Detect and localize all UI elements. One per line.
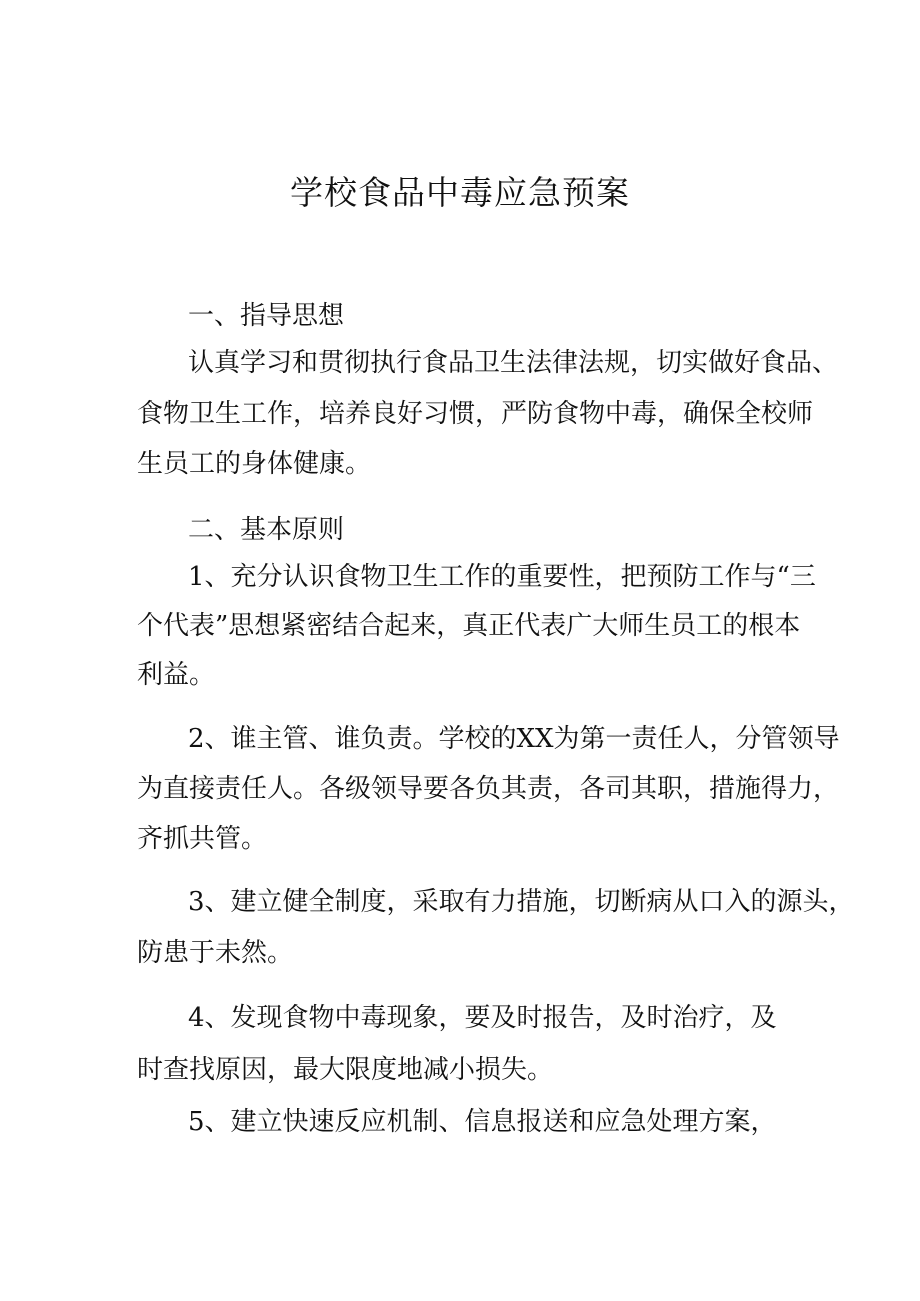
- paragraph-line: 4、发现食物中毒现象，要及时报告，及时治疗，及: [188, 1003, 777, 1033]
- section-heading-guiding-ideology: 一、指导思想: [188, 301, 345, 331]
- paragraph-line: 齐抓共管。: [137, 824, 268, 854]
- paragraph-line: 为直接责任人。各级领导要各负其责，各司其职，措施得力，: [137, 774, 840, 804]
- paragraph-line: 利益。: [137, 660, 216, 690]
- paragraph-line: 2、谁主管、谁负责。学校的XX为第一责任人，分管领导: [188, 724, 840, 754]
- paragraph-line: 生员工的身体健康。: [137, 449, 372, 479]
- paragraph-line: 时查找原因，最大限度地减小损失。: [137, 1055, 554, 1085]
- section-heading-basic-principles: 二、基本原则: [188, 515, 345, 545]
- paragraph-line: 个代表”思想紧密结合起来，真正代表广大师生员工的根本: [137, 611, 801, 641]
- paragraph-line: 5、建立快速反应机制、信息报送和应急处理方案，: [188, 1107, 777, 1137]
- document-title: 学校食品中毒应急预案: [290, 173, 630, 212]
- paragraph-line: 食物卫生工作，培养良好习惯，严防食物中毒，确保全校师: [137, 399, 814, 429]
- paragraph-line: 认真学习和贯彻执行食品卫生法律法规，切实做好食品、: [188, 348, 839, 378]
- paragraph-line: 3、建立健全制度，采取有力措施，切断病从口入的源头，: [188, 887, 855, 917]
- paragraph-line: 防患于未然。: [137, 938, 294, 968]
- paragraph-line: 1、充分认识食物卫生工作的重要性，把预防工作与“三: [188, 562, 816, 592]
